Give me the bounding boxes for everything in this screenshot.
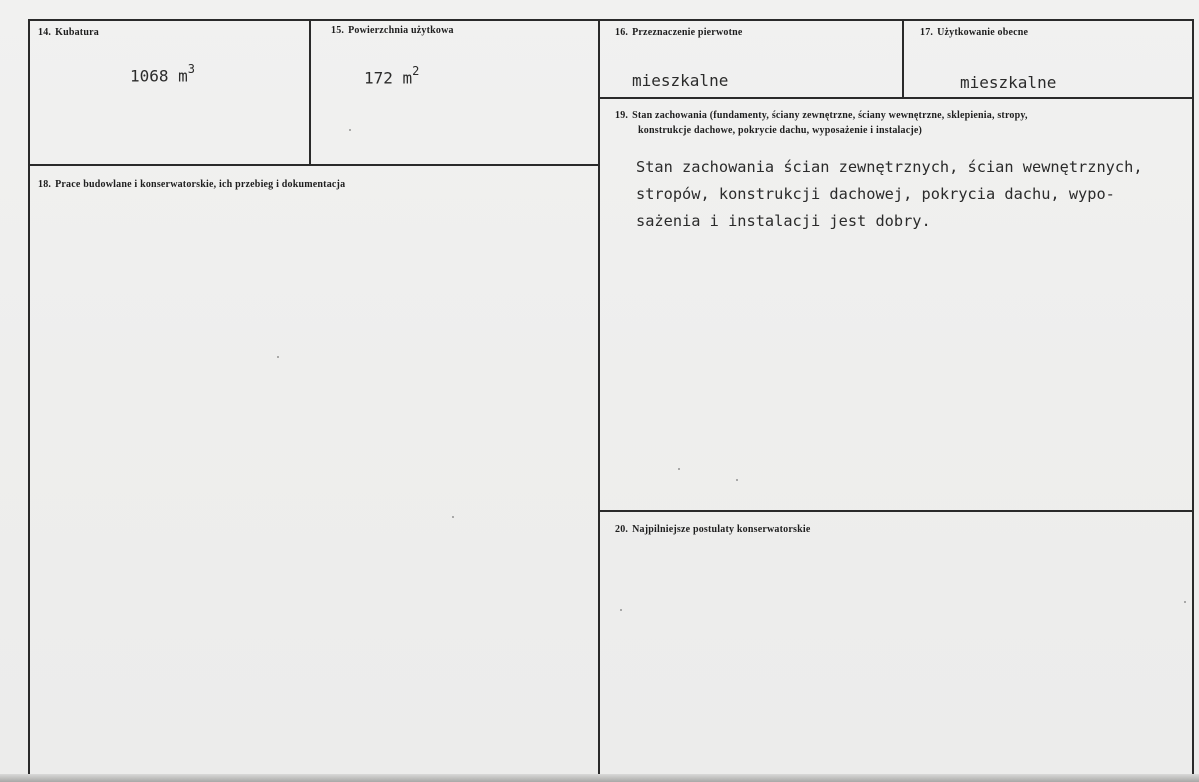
divider-14-15 bbox=[309, 19, 311, 166]
field-20-label: 20. Najpilniejsze postulaty konserwatorskie bbox=[615, 524, 811, 535]
paper-speck bbox=[678, 468, 680, 470]
field-16-label: 16. Przeznaczenie pierwotne bbox=[615, 27, 743, 38]
line-under-16-17 bbox=[598, 97, 1194, 99]
top-border-line bbox=[28, 19, 1194, 21]
right-border-line bbox=[1192, 19, 1194, 774]
field-15-value: 172 $m^2$ bbox=[364, 64, 420, 88]
field-17-value: mieszkalne bbox=[960, 73, 1057, 92]
paper-speck bbox=[349, 129, 351, 131]
left-border-line bbox=[28, 19, 30, 774]
field-19-text: Stan zachowania ścian zewnętrznych, ścian wewnętrznych, stropów, konstrukcji dachowej, pokrycia dachu, wypo- sażenia i instalacji jest dobry. bbox=[636, 158, 1143, 230]
field-18-label: 18. Prace budowlane i konserwatorskie, ich przebieg i dokumentacja bbox=[38, 179, 346, 190]
paper-speck bbox=[736, 479, 738, 481]
field-14-value: 1068 $m^3$ bbox=[130, 62, 196, 86]
center-divider-line bbox=[598, 19, 600, 774]
paper-speck bbox=[1184, 601, 1186, 603]
field-16-value: mieszkalne bbox=[632, 71, 729, 90]
paper-speck bbox=[277, 356, 279, 358]
field-15-label: 15. Powierzchnia użytkowa bbox=[331, 25, 454, 36]
card-bottom-edge bbox=[0, 774, 1199, 782]
field-14-label: 14. Kubatura bbox=[38, 27, 99, 38]
field-19-label-cont: konstrukcje dachowe, pokrycie dachu, wyposażenie i instalacje) bbox=[638, 125, 923, 136]
divider-16-17 bbox=[902, 19, 904, 99]
line-under-14-15 bbox=[28, 164, 600, 166]
paper-speck bbox=[620, 609, 622, 611]
field-19-label: 19. Stan zachowania (fundamenty, ściany zewnętrzne, ściany wewnętrzne, sklepienia, stropy, bbox=[615, 110, 1028, 121]
line-under-19 bbox=[598, 510, 1194, 512]
field-17-label: 17. Użytkowanie obecne bbox=[920, 27, 1029, 38]
paper-speck bbox=[452, 516, 454, 518]
